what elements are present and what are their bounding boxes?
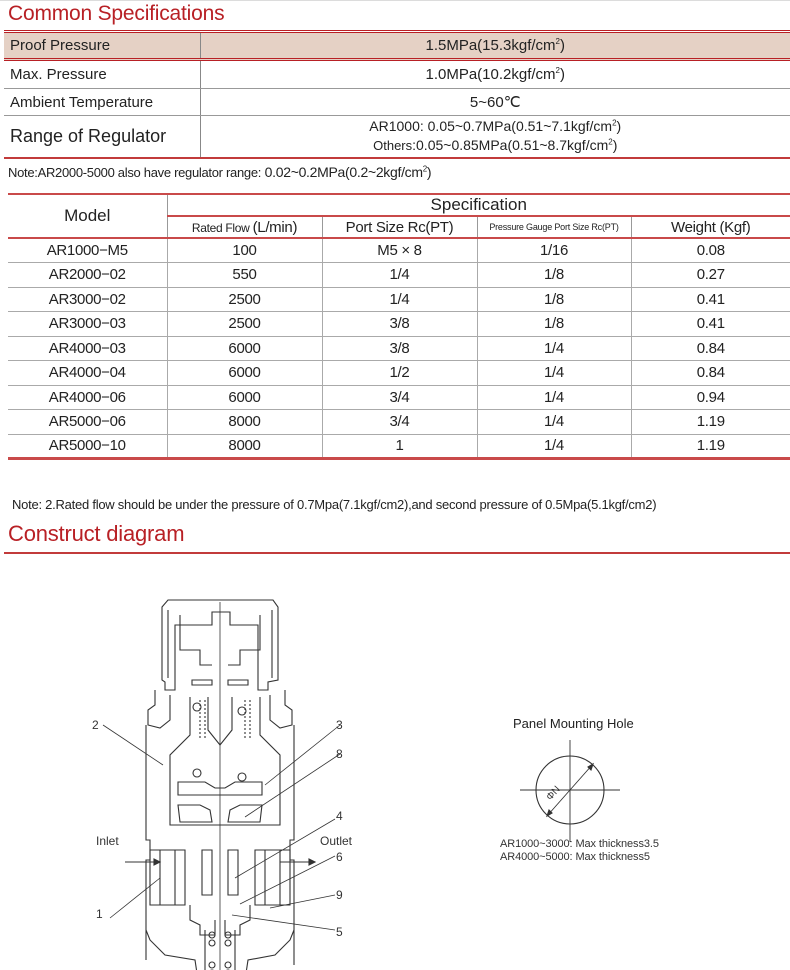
spec-row-max-pressure	[4, 60, 790, 89]
cell-gauge: 1/16	[477, 238, 631, 263]
model-spec-table	[8, 193, 790, 460]
cell-port: 3/8	[322, 312, 477, 337]
outlet-label: Outlet	[320, 834, 353, 848]
cell-gauge: 1/8	[477, 263, 631, 288]
cell-port: 1/4	[322, 263, 477, 288]
spec-row-ambient-temperature	[4, 89, 790, 116]
cell-gauge: 1/8	[477, 287, 631, 312]
spec-row-range-of-regulator	[4, 116, 790, 158]
table-row	[8, 287, 790, 312]
cell-flow: 2500	[167, 312, 322, 337]
cell-weight: 0.41	[631, 312, 790, 337]
cell-model: AR4000−03	[8, 336, 167, 361]
construct-title-rule	[4, 552, 790, 554]
regulator-range-note: Note:AR2000-5000 also have regulator range: $0.02\sim 0.2MPa(0.2\sim 2kgf/cm^2)$	[8, 164, 432, 180]
panel-thickness-note-1: AR1000~3000: Max thickness3.5	[500, 838, 659, 850]
cell-weight: 1.19	[631, 410, 790, 435]
cell-gauge: 1/4	[477, 434, 631, 459]
table-row	[8, 238, 790, 263]
table-row	[8, 434, 790, 459]
cell-flow: 550	[167, 263, 322, 288]
cell-weight: 0.08	[631, 238, 790, 263]
cell-flow: 8000	[167, 410, 322, 435]
header-port-size: Port Size Rc(PT)	[322, 216, 477, 238]
table-row	[8, 336, 790, 361]
common-specs-table	[4, 30, 790, 159]
regulator-cross-section-icon	[0, 560, 790, 970]
cell-port: 3/8	[322, 336, 477, 361]
cell-port: 1	[322, 434, 477, 459]
cell-port: 1/2	[322, 361, 477, 386]
cell-gauge: 1/4	[477, 385, 631, 410]
cell-flow: 6000	[167, 385, 322, 410]
part-label-2: 2	[92, 718, 99, 732]
cell-flow: 8000	[167, 434, 322, 459]
cell-flow: 2500	[167, 287, 322, 312]
panel-mounting-hole-title: Panel Mounting Hole	[513, 716, 634, 731]
cell-gauge: 1/4	[477, 410, 631, 435]
regulator-range-ar1000: AR1000: $0.05\sim 0.7MPa(0.51\sim 7.1kgf/cm^2)$	[369, 118, 622, 135]
construct-diagram-title: Construct diagram	[8, 521, 185, 546]
table-row	[8, 361, 790, 386]
top-rule	[0, 0, 790, 1]
cell-model: AR4000−06	[8, 385, 167, 410]
table-row	[8, 263, 790, 288]
part-label-1: 1	[96, 907, 103, 921]
header-specification: Specification	[167, 194, 790, 216]
rated-flow-note: Note: 2.Rated flow should be under the pressure of 0.7Mpa(7.1kgf/cm2),and second pressure of 0.5Mpa(5.1kgf/cm2)	[12, 497, 657, 512]
spec-value: 5~60℃	[200, 89, 790, 116]
cell-flow: 6000	[167, 336, 322, 361]
cell-model: AR5000−10	[8, 434, 167, 459]
cell-flow: 6000	[167, 361, 322, 386]
cell-weight: 0.41	[631, 287, 790, 312]
cell-model: AR2000−02	[8, 263, 167, 288]
table-row	[8, 410, 790, 435]
header-gauge-port-size: Pressure Gauge Port Size Rc(PT)	[477, 216, 631, 238]
inlet-label: Inlet	[96, 834, 119, 848]
cell-weight: 1.19	[631, 434, 790, 459]
diameter-label: ΦN	[544, 784, 563, 803]
spec-label: Proof Pressure	[4, 32, 200, 60]
cell-gauge: 1/4	[477, 361, 631, 386]
part-label-4: 4	[336, 809, 343, 823]
part-label-8: 8	[336, 747, 343, 761]
table-row	[8, 385, 790, 410]
cell-model: AR4000−04	[8, 361, 167, 386]
cell-weight: 0.84	[631, 336, 790, 361]
construct-diagram	[0, 560, 790, 970]
cell-model: AR3000−03	[8, 312, 167, 337]
spec-value: $1.5MPa(15.3kgf/cm^2)$	[200, 32, 790, 60]
panel-thickness-note-2: AR4000~5000: Max thickness5	[500, 851, 650, 863]
cell-flow: 100	[167, 238, 322, 263]
part-label-3: 3	[336, 718, 343, 732]
cell-model: AR3000−02	[8, 287, 167, 312]
spec-value: $1.0MPa(10.2kgf/cm^2)$	[200, 60, 790, 89]
cell-model: AR1000−M5	[8, 238, 167, 263]
spec-label: Ambient Temperature	[4, 89, 200, 116]
regulator-range-others: $Others:0.05\sim 0.85MPa(0.51\sim 8.7kgf/cm^2)$	[373, 137, 618, 154]
header-rated-flow: Rated Flow (L/min)	[167, 216, 322, 238]
table-row	[8, 312, 790, 337]
cell-port: 1/4	[322, 287, 477, 312]
part-label-6: 6	[336, 850, 343, 864]
cell-gauge: 1/8	[477, 312, 631, 337]
spec-value	[200, 116, 790, 158]
spec-label: Range of Regulator	[4, 116, 200, 158]
cell-port: M5 × 8	[322, 238, 477, 263]
common-specs-title: Common Specifications	[8, 2, 225, 25]
part-label-9: 9	[336, 888, 343, 902]
header-model: Model	[8, 194, 167, 238]
spec-label: Max. Pressure	[4, 60, 200, 89]
cell-model: AR5000−06	[8, 410, 167, 435]
part-label-5: 5	[336, 925, 343, 939]
cell-port: 3/4	[322, 385, 477, 410]
header-weight: Weight (Kgf)	[631, 216, 790, 238]
spec-row-proof-pressure	[4, 32, 790, 60]
cell-weight: 0.84	[631, 361, 790, 386]
cell-gauge: 1/4	[477, 336, 631, 361]
cell-port: 3/4	[322, 410, 477, 435]
cell-weight: 0.94	[631, 385, 790, 410]
cell-weight: 0.27	[631, 263, 790, 288]
